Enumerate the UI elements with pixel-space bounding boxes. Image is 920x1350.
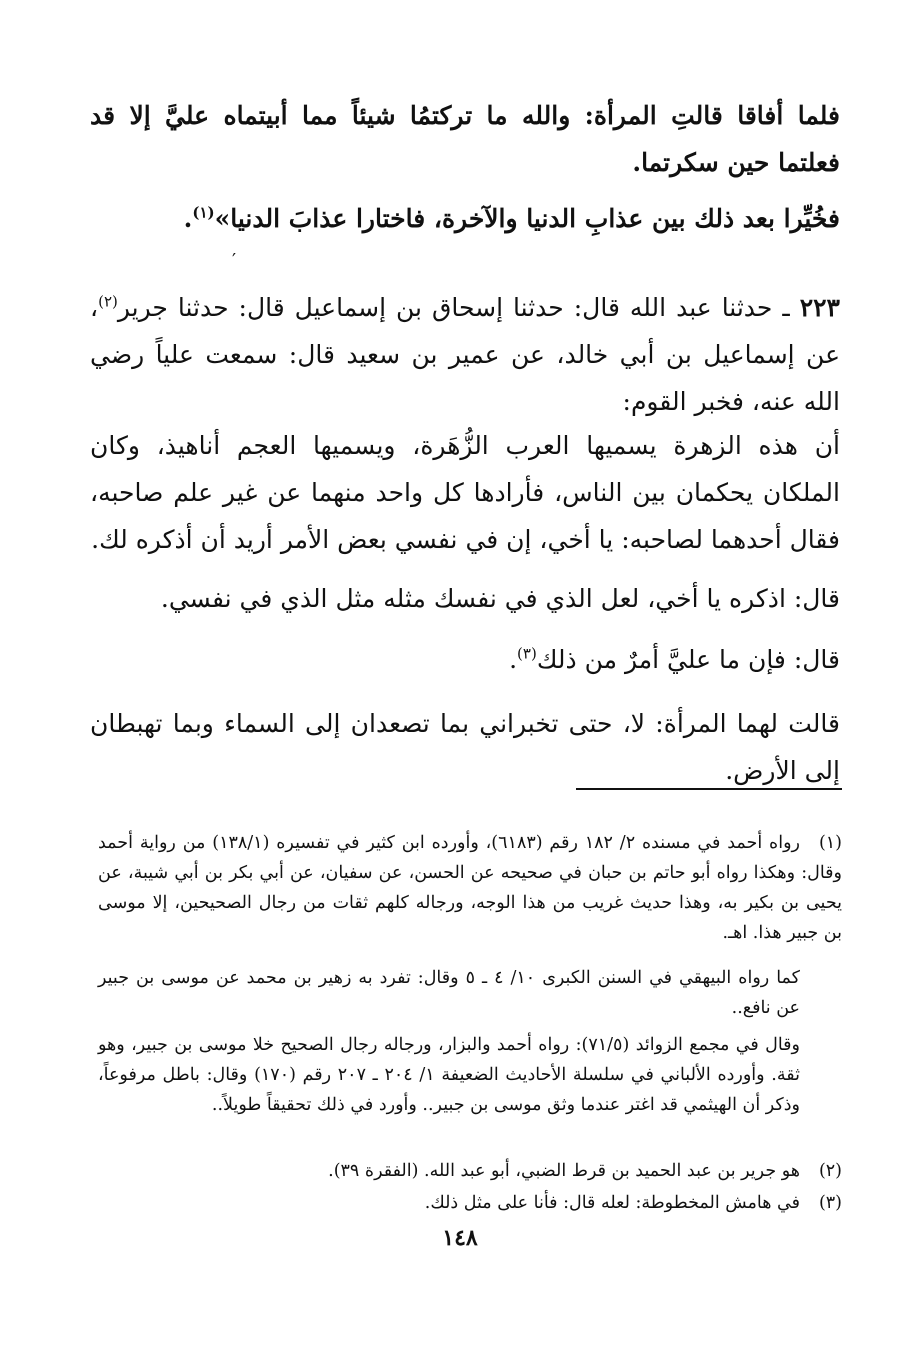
footnote-1-continued-a: كما رواه البيهقي في السنن الكبرى ١٠/ ٤ ـ ٥ وقال: تفرد به زهير بن محمد عن موسى بن جبير عن نافع.. (98, 968, 800, 1018)
footnote-3: (٣)في هامش المخطوطة: لعله قال: فأنا على مثل ذلك. (98, 1188, 842, 1218)
stray-mark: ′ (232, 250, 237, 271)
footnote-1-continued-b: وقال في مجمع الزوائد (٧١/٥): رواه أحمد والبزار، ورجاله رجال الصحيح خلا موسى بن جبير، وهو ثقة. وأورده الألباني في سلسلة الأحاديث الضعيفة ١/ ٢٠٤ ـ ٢٠٧ رقم (١٧٠) وقال: باطل مرفوعاً، وذكر أن الهيثمي قد اغتر عندما وثق موسى بن جبير.. وأورد في ذلك تحقيقاً طويلاً.. (98, 1035, 801, 1115)
footnote-ref-1[interactable]: (١) (192, 203, 215, 222)
footnote-mark-3: (٣) (818, 1193, 842, 1213)
paragraph-reply-1: قال: اذكره يا أخي، لعل الذي في نفسك مثله مثل الذي في نفسي. (160, 584, 840, 613)
footnote-1: (١)رواه أحمد في مسنده ٢/ ١٨٢ رقم (٦١٨٣)، وأورده ابن كثير في تفسيره (١٣٨/١) من رواية أحمد وقال: وهكذا رواه أبو حاتم بن حبان في صحيحه عن الحسن، عن سفيان، عن أبي بكر بن أبي شيبة، عن يحيى بن بكير به، وهذا حديث غريب من هذا الوجه، ورجاله كلهم ثقات من رجال الصحيحين، إلا موسى بن جبير هذا. اهـ. (98, 828, 842, 948)
paragraph-1: فلما أفاقا قالتِ المرأة: والله ما تركتمُا شيئاً مما أبيتماه عليَّ إلا قد فعلتما حين سكرتما. (90, 101, 840, 177)
footnote-ref-2[interactable]: (٢) (98, 292, 118, 311)
paragraph-2: فخُيِّرا بعد ذلك بين عذابِ الدنيا والآخرة، فاختارا عذابَ الدنيا»$^{(١)}$. (183, 203, 840, 233)
footnote-ref-3[interactable]: (٣) (517, 644, 537, 663)
page-number: ١٤٨ (442, 1225, 478, 1251)
paragraph-woman: قالت لهما المرأة: لا، حتى تخبراني بما تصعدان إلى السماء وبما تهبطان إلى الأرض. (90, 709, 840, 785)
footnote-2: (٢)هو جرير بن عبد الحميد بن قرط الضبي، أبو عبد الله. (الفقرة ٣٩). (98, 1156, 842, 1186)
footnote-mark-2: (٢) (818, 1161, 842, 1181)
footnote-mark-1: (١) (818, 833, 842, 853)
paragraph-zuhara: أن هذه الزهرة يسميها العرب الزُّهَرة، ويسميها العجم أناهيذ، وكان الملكان يحكمان بين الناس، فأرادها كل واحد منهما عن غير علم صاحبه، فقال أحدهما لصاحبه: يا أخي، إن في نفسي بعض الأمر أريد أن أذكره لك. (90, 431, 840, 554)
paragraph-reply-2: قال: فإن ما عليَّ أمرٌ من ذلك$^{(٣)}$. (509, 644, 840, 674)
footnote-separator (576, 788, 842, 790)
hadith-223: ٢٢٣ ـ حدثنا عبد الله قال: حدثنا إسحاق بن إسماعيل قال: حدثنا جرير$^{(٢)}$، عن إسماعيل بن أبي خالد، عن عمير بن سعيد قال: سمعت علياً رضي الله عنه، فخبر القوم: (90, 292, 840, 416)
hadith-number: ٢٢٣ (799, 293, 840, 322)
